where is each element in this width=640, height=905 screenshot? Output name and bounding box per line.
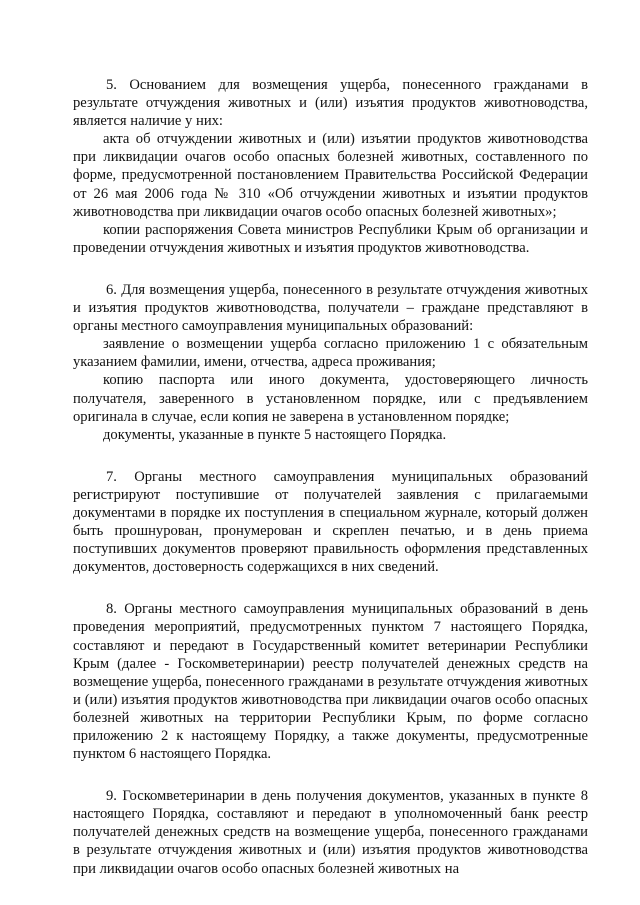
clause-5-intro: 5. Основанием для возмещения ущерба, понесенного гражданами в результате отчуждения животных и (или) изъятия продуктов животноводства, является наличие у них: [73, 77, 588, 130]
clause-8 [73, 600, 588, 763]
clause-5 [73, 76, 588, 257]
clause-5-item-act: акта об отчуждении животных и (или) изъятии продуктов животноводства при ликвидации очагов особо опасных болезней животных, составленного по форме, предусмотренной постановлением Правительства Российской Федерации от 26 мая 2006 года № 310 «Об отчуждении животных и изъятии продуктов животноводства при ликвидации очагов особо опасных болезней животных»; [73, 131, 588, 220]
clause-7 [73, 468, 588, 577]
clause-6-intro: 6. Для возмещения ущерба, понесенного в результате отчуждения животных и изъятия продуктов животноводства, получатели – граждане представляют в органы местного самоуправления муниципальных образований: [73, 281, 588, 335]
clause-6-item-documents: документы, указанные в пункте 5 настоящего Порядка. [103, 426, 447, 443]
clause-7-text: 7. Органы местного самоуправления муниципальных образований регистрируют поступившие от получателей заявления с прилагаемыми документами в порядке их поступления в специальном журнале, который должен быть прошнурован, пронумерован и скреплен печатью, и в день приема поступивших документов проверяют правильность оформления представленных документов, достоверность содержащихся в них сведений. [73, 468, 588, 576]
document-page [73, 76, 588, 902]
clause-8-text: 8. Органы местного самоуправления муниципальных образований в день проведения мероприятий, предусмотренных пунктом 7 настоящего Порядка, составляют и передают в Государственный комитет ветеринарии Республики Крым (далее - Госкомветеринарии) реестр получателей денежных средств на возмещение ущерба, понесенного гражданами в результате отчуждения животных и (или) изъятия продуктов животноводства при ликвидации очагов особо опасных болезней животных на территории Республики Крым, по форме согласно приложению 2 к настоящему Порядку, а также документы, предусмотренные пунктом 6 настоящего Порядка. [73, 601, 588, 763]
clause-6 [73, 281, 588, 444]
clause-9-text: 9. Госкомветеринарии в день получения документов, указанных в пункте 8 настоящего Порядка, составляют и передают в уполномоченный банк реестр получателей денежных средств на возмещение ущерба, понесенного гражданами в результате отчуждения животных и (или) изъятия продуктов животноводства при ликвидации очагов особо опасных болезней животных на [73, 788, 588, 877]
clause-5-item-order-copy: копии распоряжения Совета министров Республики Крым об организации и проведении отчуждения животных и изъятия продуктов животноводства. [73, 221, 588, 256]
clause-6-item-application: заявление о возмещении ущерба согласно приложению 1 с обязательным указанием фамилии, имени, отчества, адреса проживания; [73, 336, 588, 371]
clause-9 [73, 787, 588, 877]
clause-6-item-passport: копию паспорта или иного документа, удостоверяющего личность получателя, заверенного в установленном порядке, или с предъявлением оригинала в случае, если копия не заверена в установленном порядке; [73, 372, 588, 425]
